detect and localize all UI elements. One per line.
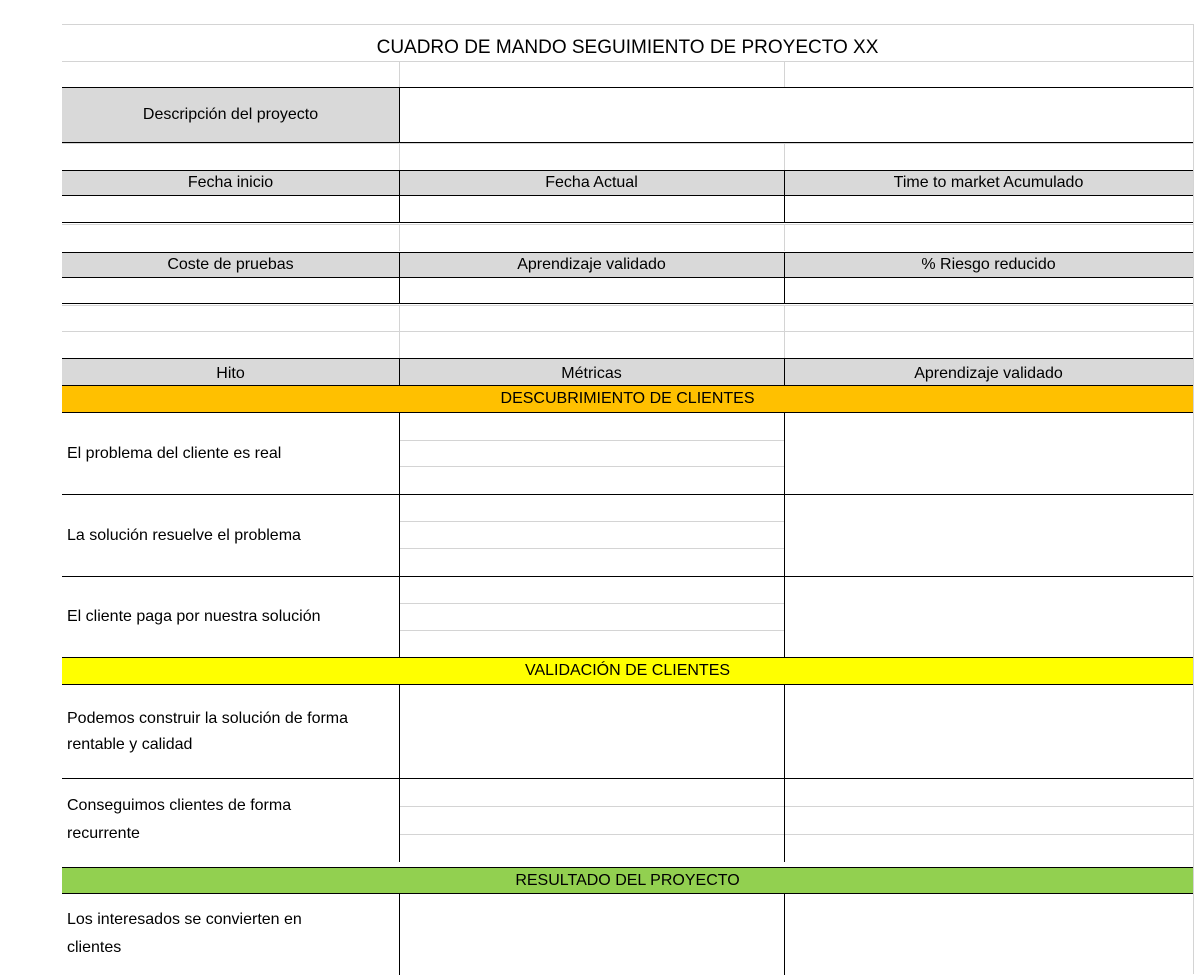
border: [399, 358, 400, 385]
hito-label: Los interesados se convierten en clientes: [67, 911, 302, 956]
border: [62, 385, 1193, 386]
header-hito: Hito: [216, 365, 245, 382]
coste-pruebas-value[interactable]: [62, 278, 399, 303]
gridline: [399, 61, 400, 88]
header-fecha-actual: Fecha Actual: [545, 174, 638, 191]
gridline: [62, 331, 1193, 332]
description-divider: [399, 88, 400, 142]
metricas-resultado-cells[interactable]: [400, 894, 784, 974]
header-aprendizaje: Aprendizaje validado: [914, 365, 1063, 382]
gridline: [1193, 24, 1194, 974]
hito-solucion-resuelve[interactable]: [62, 495, 399, 576]
gridline: [784, 305, 785, 358]
fecha-inicio-value[interactable]: [62, 196, 399, 222]
border: [62, 170, 1193, 171]
hito-construir-rentable[interactable]: [62, 685, 399, 778]
header-time-to-market: Time to market Acumulado: [893, 174, 1084, 191]
gridline: [62, 143, 1193, 144]
section-resultado-title: RESULTADO DEL PROYECTO: [515, 872, 740, 889]
gridline: [62, 305, 1193, 306]
page-title: CUADRO DE MANDO SEGUIMIENTO DE PROYECTO XX: [376, 37, 879, 58]
border: [62, 657, 1193, 658]
fecha-actual-value[interactable]: [400, 196, 784, 222]
header-aprendizaje-validado: Aprendizaje validado: [517, 256, 666, 273]
gridline: [399, 224, 400, 251]
header-riesgo-reducido: % Riesgo reducido: [921, 256, 1056, 273]
description-bottom-border: [62, 142, 1193, 143]
border: [62, 867, 1193, 868]
description-label: Descripción del proyecto: [142, 106, 319, 123]
header-metricas: Métricas: [561, 365, 622, 382]
hito-cliente-paga[interactable]: [62, 577, 399, 657]
hito-problema-real[interactable]: [62, 413, 399, 494]
metricas-descubrimiento-cells[interactable]: [400, 413, 784, 657]
hito-label: Podemos construir la solución de forma rentable y calidad: [67, 709, 349, 753]
border: [62, 252, 1193, 253]
hito-label: Conseguimos clientes de forma recurrente: [67, 797, 292, 842]
header-coste-pruebas: Coste de pruebas: [167, 256, 294, 273]
aprendizaje-validacion-cells[interactable]: [785, 685, 1193, 862]
aprendizaje-descubrimiento-cells[interactable]: [785, 413, 1193, 657]
gridline: [784, 143, 785, 170]
hito-interesados-clientes[interactable]: [62, 894, 399, 974]
gridline: [784, 61, 785, 88]
aprendizaje-validado-value[interactable]: [400, 278, 784, 303]
gridline: [399, 143, 400, 170]
hito-label: La solución resuelve el problema: [67, 526, 301, 544]
gridline: [784, 224, 785, 251]
gridline: [399, 305, 400, 358]
section-descubrimiento-title: DESCUBRIMIENTO DE CLIENTES: [500, 390, 755, 407]
riesgo-reducido-value[interactable]: [785, 278, 1193, 303]
gridline: [62, 224, 1193, 225]
border: [62, 303, 1193, 304]
gridline: [62, 24, 1193, 25]
section-validacion-title: VALIDACIÓN DE CLIENTES: [524, 662, 731, 679]
border: [62, 358, 1193, 359]
header-fecha-inicio: Fecha inicio: [187, 174, 274, 191]
hito-label: El problema del cliente es real: [67, 444, 282, 462]
aprendizaje-resultado-cells[interactable]: [785, 894, 1193, 974]
gridline: [62, 61, 1193, 62]
border: [62, 222, 1193, 223]
metricas-validacion-cells[interactable]: [400, 685, 784, 862]
description-value-cell[interactable]: [399, 88, 1193, 142]
hito-clientes-recurrentes[interactable]: [62, 779, 399, 861]
time-to-market-value[interactable]: [785, 196, 1193, 222]
border: [784, 358, 785, 385]
hito-label: El cliente paga por nuestra solución: [67, 608, 321, 625]
